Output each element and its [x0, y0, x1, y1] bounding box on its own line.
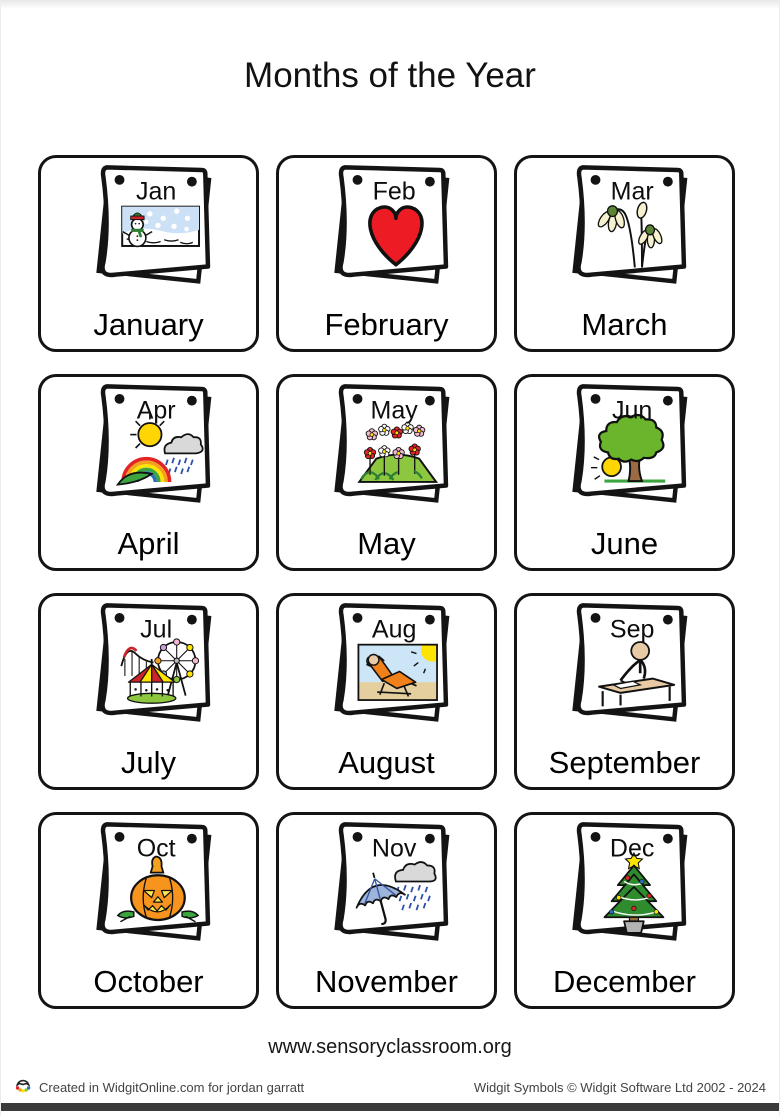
month-abbr: Apr — [136, 396, 176, 425]
month-card-november — [276, 812, 497, 1009]
pin-dot-right — [662, 396, 672, 406]
calendar-page-icon — [311, 162, 463, 296]
month-card-may — [276, 374, 497, 571]
month-card-september — [514, 593, 735, 790]
month-abbr: Sep — [609, 615, 654, 644]
pin-dot-right — [424, 396, 434, 406]
page-title: Months of the Year — [244, 56, 536, 95]
beach-lounger-icon — [358, 638, 444, 700]
pin-dot-right — [662, 834, 672, 844]
month-card-january — [38, 155, 259, 352]
month-name: April — [117, 526, 180, 561]
month-abbr: Aug — [371, 615, 416, 644]
website-url: www.sensoryclassroom.org — [268, 1036, 512, 1058]
pin-dot-right — [424, 834, 434, 844]
month-name: November — [315, 964, 458, 999]
calendar-page-icon — [73, 162, 225, 296]
month-card-june — [514, 374, 735, 571]
snowman-winter-icon — [122, 207, 199, 247]
pin-dot-right — [186, 396, 196, 406]
month-abbr: Jan — [135, 177, 176, 206]
month-abbr: Jul — [139, 615, 172, 644]
month-name: October — [93, 964, 204, 999]
month-name: March — [581, 307, 668, 342]
month-name: August — [338, 745, 435, 780]
month-abbr: Oct — [136, 834, 176, 863]
calendar-page-icon — [549, 162, 701, 296]
calendar-page-icon — [311, 600, 463, 734]
pin-dot-right — [186, 177, 196, 187]
month-card-august — [276, 593, 497, 790]
month-abbr: Mar — [610, 177, 654, 206]
pin-dot-left — [590, 175, 600, 185]
calendar-page-icon — [549, 819, 701, 953]
month-card-april — [38, 374, 259, 571]
calendar-page-icon — [311, 819, 463, 953]
calendar-page-icon — [73, 381, 225, 515]
month-abbr: Nov — [371, 834, 416, 863]
month-abbr: May — [370, 396, 418, 425]
pin-dot-right — [186, 615, 196, 625]
month-name: December — [553, 964, 696, 999]
bottom-bar — [1, 1103, 779, 1111]
pin-dot-left — [590, 832, 600, 842]
month-name: January — [93, 307, 204, 342]
top-edge-shadow — [1, 0, 779, 9]
pin-dot-right — [662, 615, 672, 625]
month-name: May — [357, 526, 416, 561]
pin-dot-right — [424, 177, 434, 187]
footer-credit: Created in WidgitOnline.com for jordan garratt — [39, 1079, 305, 1095]
pin-dot-left — [590, 394, 600, 404]
pin-dot-left — [114, 832, 124, 842]
month-name: July — [120, 745, 177, 780]
pin-dot-left — [114, 175, 124, 185]
footer-copyright: Widgit Symbols © Widgit Software Ltd 2002 - 2024 — [473, 1079, 766, 1095]
months-grid — [38, 155, 735, 1009]
pin-dot-left — [590, 613, 600, 623]
month-abbr: Feb — [372, 177, 416, 206]
footer — [14, 1075, 766, 1099]
month-name: September — [548, 745, 701, 780]
calendar-page-icon — [311, 381, 463, 515]
month-card-february — [276, 155, 497, 352]
pin-dot-left — [352, 175, 362, 185]
calendar-page-icon — [549, 381, 701, 515]
calendar-page-icon — [73, 600, 225, 734]
month-card-july — [38, 593, 259, 790]
footer-left — [14, 1077, 304, 1097]
pin-dot-right — [662, 177, 672, 187]
calendar-page-icon — [549, 600, 701, 734]
widgit-logo-icon — [14, 1077, 32, 1097]
calendar-page-icon — [73, 819, 225, 953]
pin-dot-left — [352, 613, 362, 623]
pin-dot-left — [114, 394, 124, 404]
month-abbr: Jun — [611, 396, 652, 425]
pin-dot-left — [114, 613, 124, 623]
month-card-march — [514, 155, 735, 352]
month-card-december — [514, 812, 735, 1009]
month-card-october — [38, 812, 259, 1009]
month-abbr: Dec — [609, 834, 654, 863]
pin-dot-right — [186, 834, 196, 844]
month-name: February — [324, 307, 449, 342]
pin-dot-right — [424, 615, 434, 625]
pin-dot-left — [352, 394, 362, 404]
month-name: June — [590, 526, 659, 561]
pin-dot-left — [352, 832, 362, 842]
